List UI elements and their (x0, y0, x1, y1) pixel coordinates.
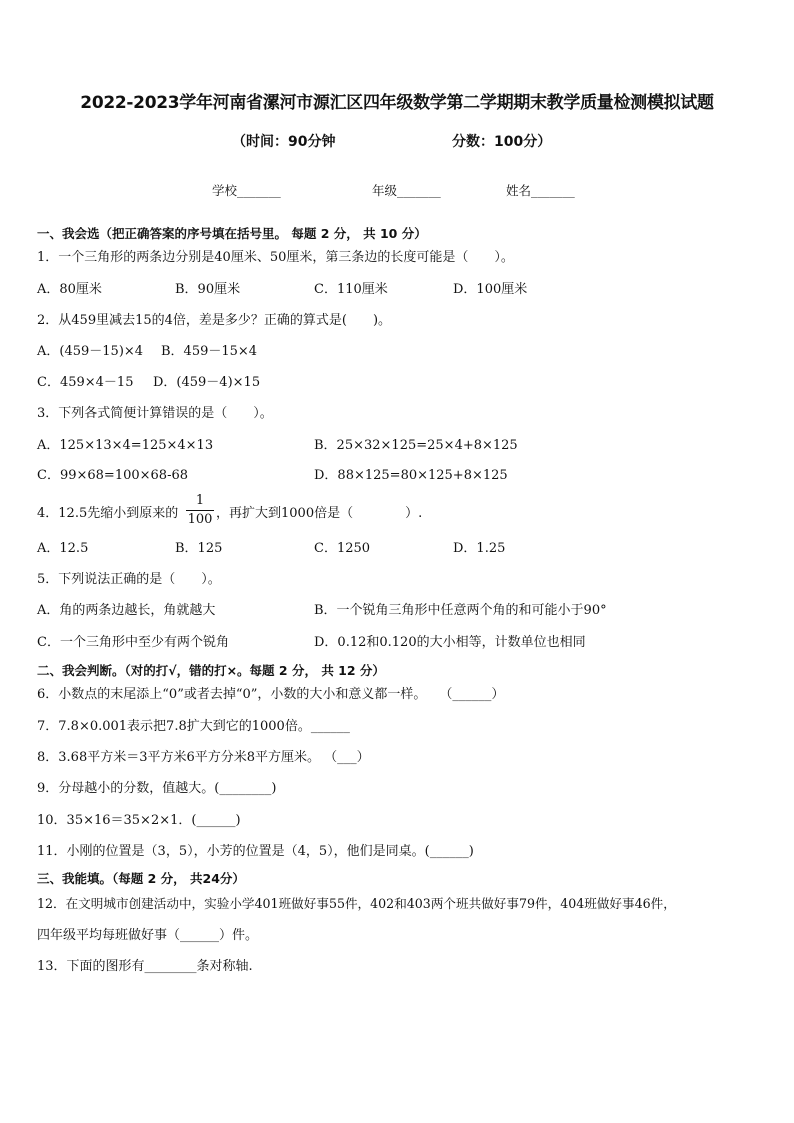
q4-option-b: B．125 (175, 541, 223, 556)
question-4-after: ，再扩大到1000倍是（ ）. (216, 506, 423, 521)
question-5: 5．下列说法正确的是（ ）。 (37, 572, 221, 587)
q2-option-c: C．459×4－15 (37, 375, 134, 390)
question-4-before: 4．12.5先缩小到原来的 (37, 506, 179, 521)
question-3: 3．下列各式简便计算错误的是（ ）。 (37, 406, 273, 421)
question-1: 1．一个三角形的两条边分别是40厘米、50厘米，第三条边的长度可能是（ ）。 (37, 250, 514, 265)
question-12-line-1: 12．在文明城市创建活动中，实验小学401班做好事55件，402和403两个班共做好事79件，404班做好事46件， (37, 896, 676, 911)
fraction-bar (186, 510, 214, 511)
name-field: 姓名_______ (506, 183, 575, 198)
question-8: 8．3.68平方米＝3平方米6平方分米8平方厘米。 （___） (37, 750, 370, 765)
question-6: 6．小数点的末尾添上“0”或者去掉“0”，小数的大小和意义都一样。 （______） (37, 687, 505, 702)
q3-option-c: C．99×68=100×68-68 (37, 468, 188, 483)
school-field: 学校_______ (212, 183, 281, 198)
question-10: 10．35×16＝35×2×1．(______) (37, 813, 241, 828)
q2-option-a: A．(459－15)×4 (37, 344, 144, 359)
q5-option-d: D．0.12和0.120的大小相等，计数单位也相同 (314, 635, 586, 650)
q1-option-b: B．90厘米 (175, 282, 241, 297)
q1-option-a: A．80厘米 (37, 282, 102, 297)
grade-field: 年级_______ (372, 183, 441, 198)
q1-option-d: D．100厘米 (453, 282, 528, 297)
fraction-numerator: 1 (195, 493, 205, 508)
q3-option-b: B．25×32×125=25×4+8×125 (314, 438, 518, 453)
q2-option-b: B．459－15×4 (161, 344, 258, 359)
question-12-line-2: 四年级平均每班做好事（______）件。 (37, 928, 259, 943)
fraction-denominator: 100 (187, 512, 213, 527)
question-13: 13．下面的图形有________条对称轴. (37, 959, 253, 974)
section-1-heading: 一、我会选（把正确答案的序号填在括号里。 每题 2 分， 共 10 分） (37, 226, 427, 241)
question-2: 2．从459里减去15的4倍，差是多少？正确的算式是( )。 (37, 313, 392, 328)
question-11: 11．小刚的位置是（3，5），小芳的位置是（4，5），他们是同桌。(______) (37, 844, 474, 859)
question-9: 9．分母越小的分数，值越大。(________) (37, 781, 277, 796)
section-3-heading: 三、我能填。（每题 2 分， 共24分） (37, 871, 245, 886)
q4-option-a: A．12.5 (37, 541, 89, 556)
q1-option-c: C．110厘米 (314, 282, 388, 297)
q5-option-c: C．一个三角形中至少有两个锐角 (37, 635, 229, 650)
q3-option-d: D．88×125=80×125+8×125 (314, 468, 508, 483)
exam-score: 分数：100分） (452, 134, 552, 150)
exam-time: （时间：90分钟 (232, 134, 336, 150)
section-2-heading: 二、我会判断。（对的打√，错的打×。每题 2 分， 共 12 分） (37, 663, 385, 678)
question-7: 7．7.8×0.001表示把7.8扩大到它的1000倍。______ (37, 719, 350, 734)
q2-option-d: D．(459－4)×15 (153, 375, 261, 390)
q5-option-b: B．一个锐角三角形中任意两个角的和可能小于90° (314, 603, 607, 618)
fraction-one-hundredth (186, 493, 214, 528)
exam-title: 2022-2023学年河南省漯河市源汇区四年级数学第二学期期末教学质量检测模拟试题 (80, 93, 714, 113)
q4-option-c: C．1250 (314, 541, 371, 556)
q3-option-a: A．125×13×4=125×4×13 (37, 438, 214, 453)
q5-option-a: A．角的两条边越长，角就越大 (37, 603, 216, 618)
q4-option-d: D．1.25 (453, 541, 506, 556)
